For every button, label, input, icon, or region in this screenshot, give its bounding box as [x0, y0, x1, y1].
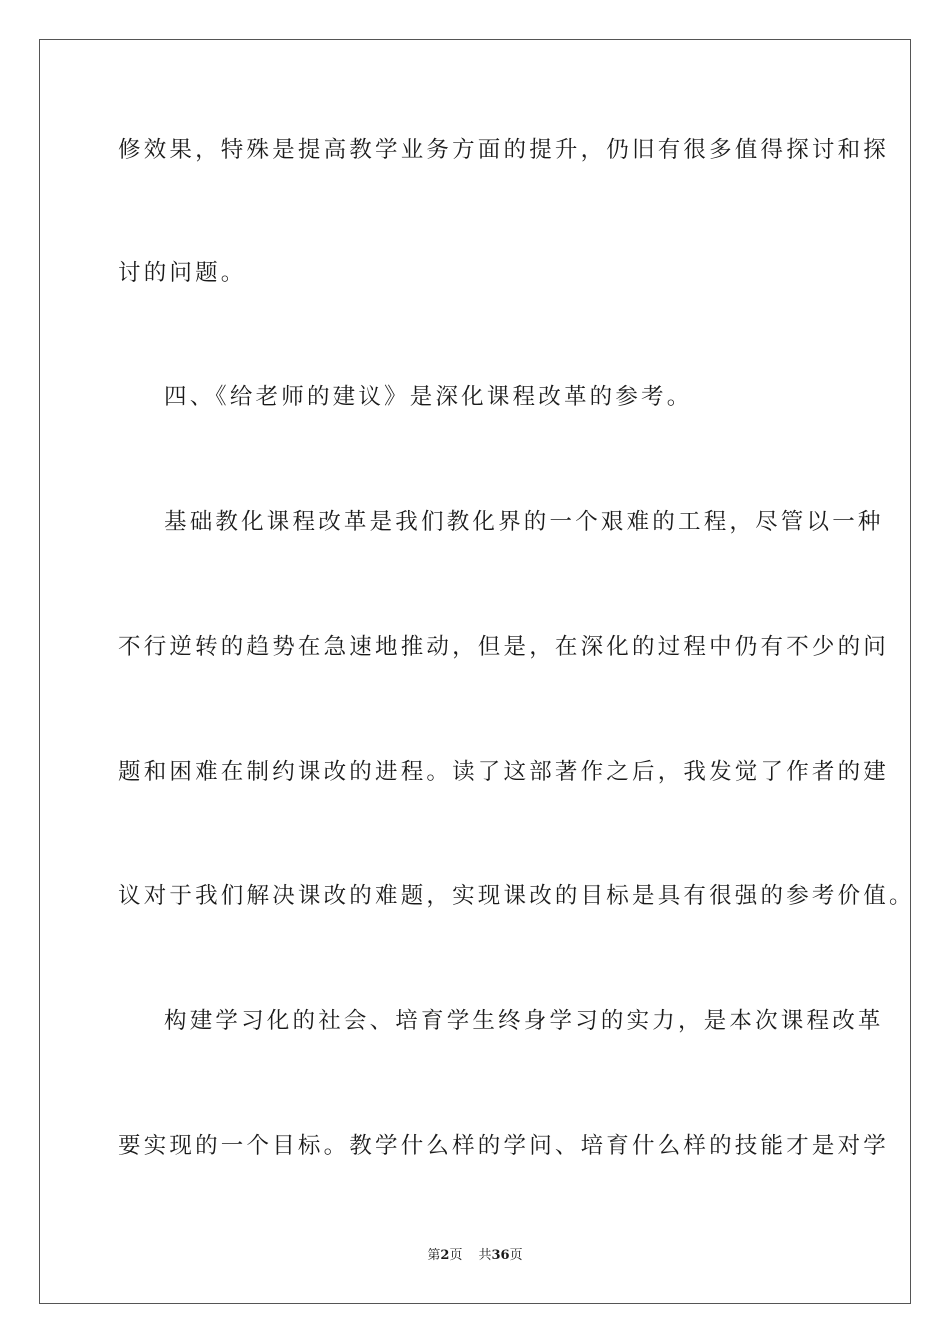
- text-line-8: 构建学习化的社会、培育学生终身学习的实力，是本次课程改革: [164, 1008, 884, 1034]
- section-heading: 四、《给老师的建议》是深化课程改革的参考。: [164, 384, 693, 410]
- page-prefix: 第: [427, 1248, 441, 1263]
- total-prefix: 共: [478, 1248, 492, 1263]
- text-line-5: 不行逆转的趋势在急速地推动，但是，在深化的过程中仍有不少的问: [118, 634, 890, 660]
- text-line-7: 议对于我们解决课改的难题，实现课改的目标是具有很强的参考价值。: [118, 883, 915, 909]
- text-line-6: 题和困难在制约课改的进程。读了这部著作之后，我发觉了作者的建: [118, 759, 890, 785]
- page-suffix: 页: [449, 1248, 463, 1263]
- total-pages: 36: [491, 1248, 510, 1263]
- page-border: [39, 39, 915, 1304]
- total-suffix: 页: [509, 1248, 523, 1263]
- text-line-2: 讨的问题。: [118, 260, 247, 286]
- page-number: 2: [440, 1248, 450, 1263]
- text-line-1: 修效果，特殊是提高教学业务方面的提升，仍旧有很多值得探讨和探: [118, 137, 890, 163]
- text-line-9: 要实现的一个目标。教学什么样的学问、培育什么样的技能才是对学: [118, 1133, 890, 1159]
- text-line-4: 基础教化课程改革是我们教化界的一个艰难的工程，尽管以一种: [164, 509, 884, 535]
- page-footer: [0, 1247, 950, 1265]
